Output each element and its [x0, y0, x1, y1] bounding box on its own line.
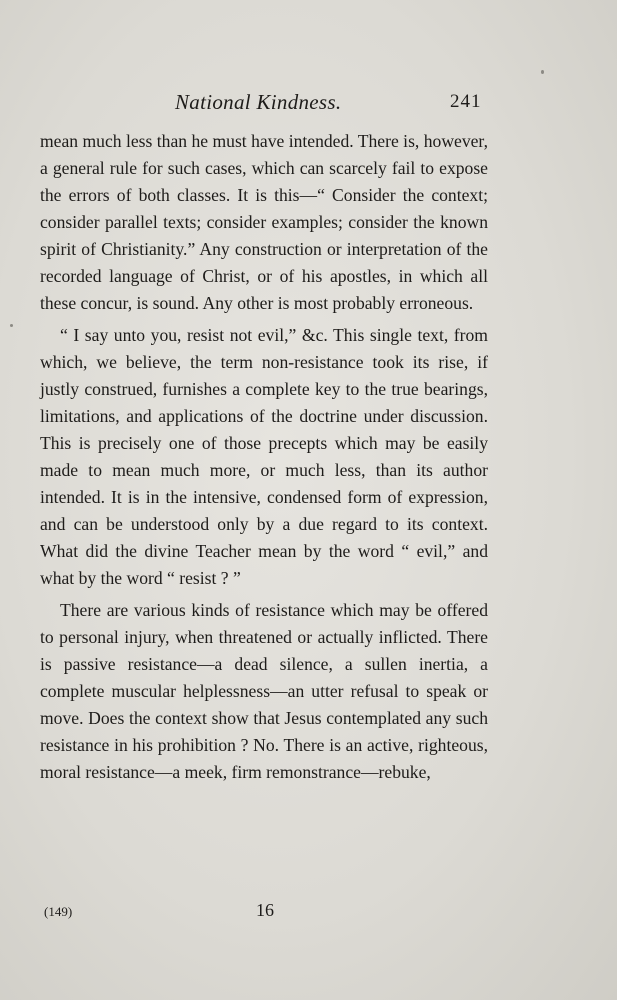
page-body: [40, 128, 488, 791]
signature-mark: 16: [256, 900, 274, 920]
paper-speck: [10, 324, 13, 327]
paper-speck: [541, 70, 544, 74]
paragraph-2: “ I say unto you, resist not evil,” &c. This single text, from which, we believe, the term non-resistance took its rise, if justly construed, furnishes a complete key to the true bearings, limitations, and applications of the doctrine under discussion. This is precisely one of those precepts which may be easily made to mean much more, or much less, than its author intended. It is in the intensive, condensed form of expression, and can be understood only by a due regard to its context. What did the divine Teacher mean by the word “ evil,” and what by the word “ resist ? ”: [40, 325, 488, 588]
running-title: National Kindness.: [175, 90, 342, 114]
paragraph-1: mean much less than he must have intended. There is, however, a general rule for such cases, which can scarcely fail to expose the errors of both classes. It is this—“ Consider the context; consider parallel texts; consider examples; consider the known spirit of Christianity.” Any construction or interpretation of the recorded language of Christ, or of his apostles, in which all these concur, is sound. Any other is most probably erroneous.: [40, 131, 488, 313]
page-header: [40, 90, 490, 116]
page-number: 241: [450, 91, 482, 112]
page-footer: [40, 900, 490, 924]
signature-code: (149): [44, 904, 73, 919]
paragraph-3: There are various kinds of resistance which may be offered to personal injury, when threatened or actually inflicted. There is passive resistance—a dead silence, a sullen inertia, a complete muscular helplessness—an utter refusal to speak or move. Does the context show that Jesus contemplated any such resistance in his prohibition ? No. There is an active, righteous, moral resistance—a meek, firm remonstrance—rebuke,: [40, 600, 488, 782]
